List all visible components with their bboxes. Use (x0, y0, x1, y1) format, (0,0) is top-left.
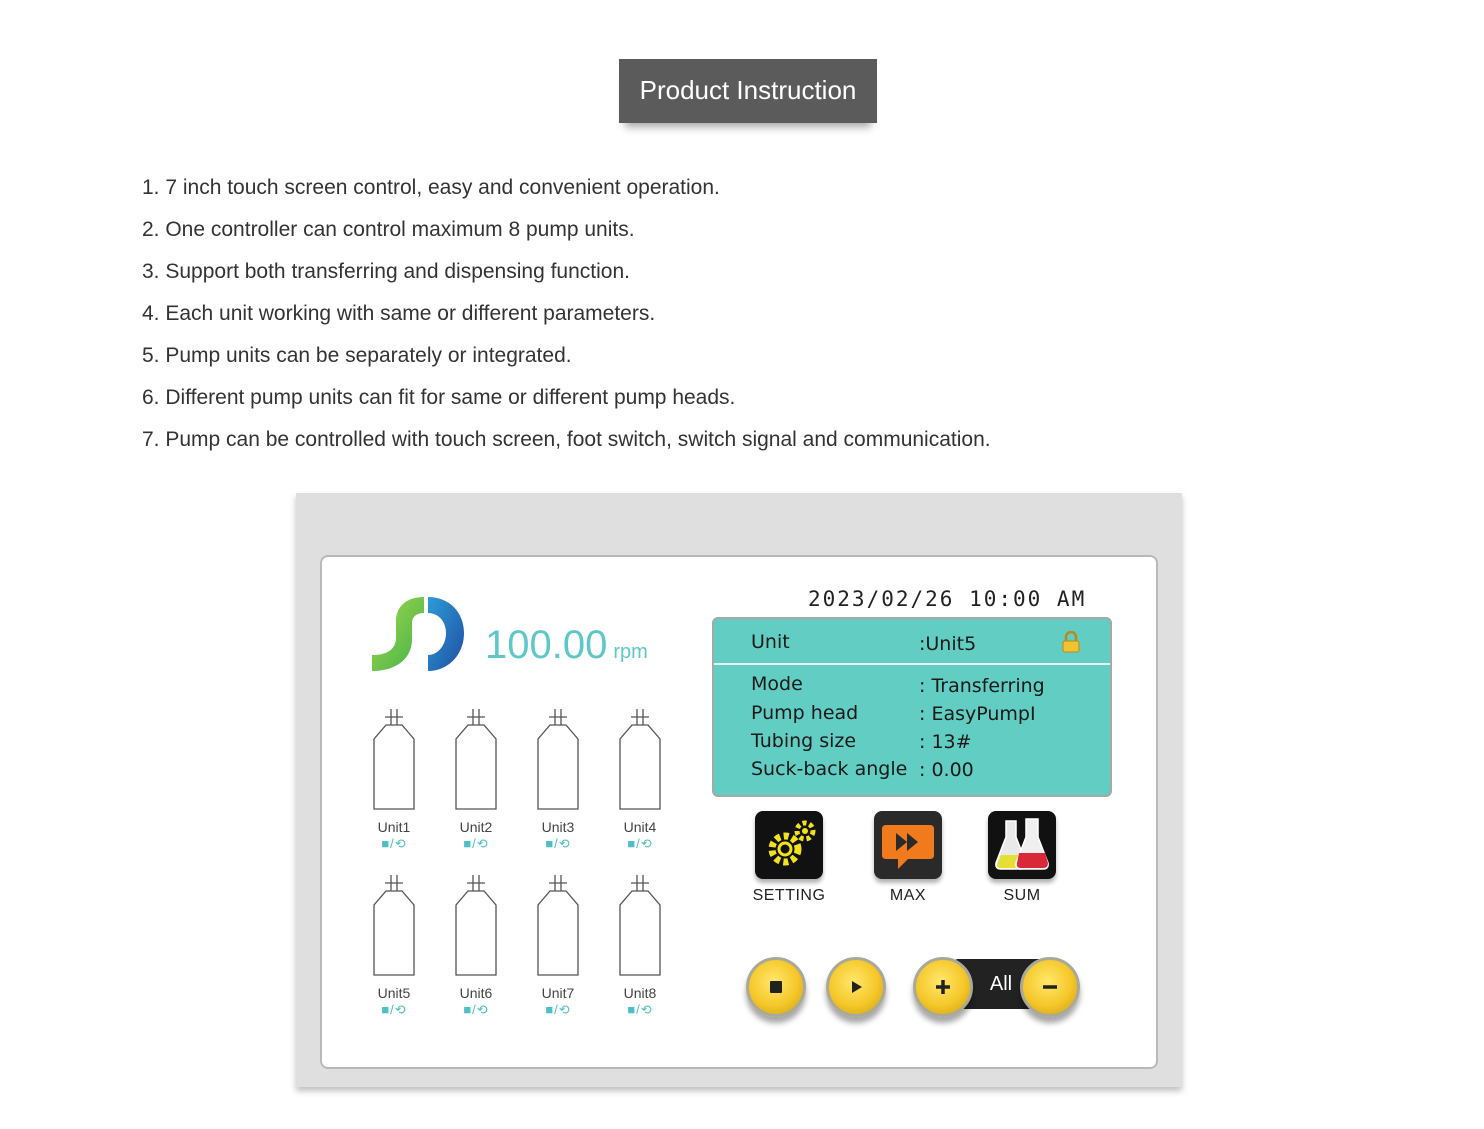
unit-controls[interactable]: ■/⟲ (545, 836, 571, 851)
lcd-pump-head-value: : EasyPumpI (919, 703, 1036, 725)
lcd-pump-head-label: Pump head (751, 702, 859, 724)
unit-button-4[interactable] (605, 707, 675, 852)
flask-icon (988, 811, 1056, 879)
datetime-display: 2023/02/26 10:00 AM (808, 587, 1087, 611)
decrease-button[interactable] (1020, 957, 1080, 1017)
fast-forward-icon (874, 811, 942, 879)
unit-button-1[interactable] (359, 707, 429, 852)
feature-item: 1. 7 inch touch screen control, easy and convenient operation. (142, 176, 720, 199)
feature-item: 2. One controller can control maximum 8 pump units. (142, 218, 635, 241)
lcd-info-panel (712, 617, 1112, 797)
unit-label: Unit2 (459, 819, 493, 835)
unit-label: Unit3 (541, 819, 575, 835)
unit-button-2[interactable] (441, 707, 511, 852)
touch-screen (320, 555, 1158, 1069)
speed-display (485, 623, 648, 668)
unit-label: Unit1 (377, 819, 411, 835)
bottle-icon (454, 873, 498, 977)
sum-label: SUM (1003, 887, 1041, 904)
bottle-icon (454, 707, 498, 811)
stop-icon (768, 979, 784, 995)
unit-button-8[interactable] (605, 873, 675, 1018)
feature-item: 6. Different pump units can fit for same or different pump heads. (142, 386, 736, 409)
feature-item: 7. Pump can be controlled with touch screen, foot switch, switch signal and communication. (142, 428, 991, 451)
lcd-suckback-value: : 0.00 (919, 759, 974, 781)
unit-controls[interactable]: ■/⟲ (545, 1002, 571, 1017)
lcd-tubing-value: : 13# (919, 731, 972, 753)
lcd-tubing-label: Tubing size (751, 730, 857, 752)
minus-icon (1041, 978, 1059, 996)
unit-button-7[interactable] (523, 873, 593, 1018)
feature-item: 5. Pump units can be separately or integrated. (142, 344, 572, 367)
unit-controls[interactable]: ■/⟲ (627, 836, 653, 851)
lcd-suckback-label: Suck-back angle (751, 758, 908, 780)
setting-button[interactable] (744, 811, 834, 905)
feature-list (142, 170, 991, 464)
bottle-icon (372, 873, 416, 977)
unit-controls[interactable]: ■/⟲ (381, 836, 407, 851)
brand-logo-icon (370, 593, 470, 673)
lcd-mode-value: : Transferring (919, 675, 1045, 697)
all-units-label: All (954, 959, 1048, 1009)
unit-label: Unit4 (623, 819, 657, 835)
bottle-icon (536, 873, 580, 977)
max-label: MAX (889, 887, 927, 904)
unit-controls[interactable]: ■/⟲ (463, 1002, 489, 1017)
lcd-mode-label: Mode (751, 673, 803, 695)
unit-button-6[interactable] (441, 873, 511, 1018)
unit-button-5[interactable] (359, 873, 429, 1018)
unit-controls[interactable]: ■/⟲ (463, 836, 489, 851)
bottle-icon (372, 707, 416, 811)
unit-button-3[interactable] (523, 707, 593, 852)
sum-button[interactable] (979, 811, 1065, 905)
plus-icon (934, 978, 952, 996)
speed-unit: rpm (613, 641, 648, 663)
play-icon (848, 979, 864, 995)
unit-label: Unit8 (623, 985, 657, 1001)
stop-button[interactable] (746, 957, 806, 1017)
gear-icon (755, 811, 823, 879)
setting-label: SETTING (752, 887, 826, 904)
title-badge: Product Instruction (619, 59, 877, 123)
lock-icon (1062, 631, 1080, 653)
lcd-unit-label: Unit (751, 631, 790, 653)
unit-label: Unit7 (541, 985, 575, 1001)
unit-controls[interactable]: ■/⟲ (381, 1002, 407, 1017)
feature-item: 3. Support both transferring and dispensing function. (142, 260, 630, 283)
controller-device (296, 493, 1182, 1087)
feature-item: 4. Each unit working with same or different parameters. (142, 302, 656, 325)
lcd-unit-value: :Unit5 (919, 633, 977, 655)
bottle-icon (618, 707, 662, 811)
max-button[interactable] (867, 811, 949, 905)
unit-label: Unit6 (459, 985, 493, 1001)
speed-value: 100.00 (485, 623, 608, 667)
increase-button[interactable] (913, 957, 973, 1017)
unit-label: Unit5 (377, 985, 411, 1001)
lcd-divider (714, 663, 1110, 665)
start-button[interactable] (826, 957, 886, 1017)
bottle-icon (536, 707, 580, 811)
unit-controls[interactable]: ■/⟲ (627, 1002, 653, 1017)
bottle-icon (618, 873, 662, 977)
